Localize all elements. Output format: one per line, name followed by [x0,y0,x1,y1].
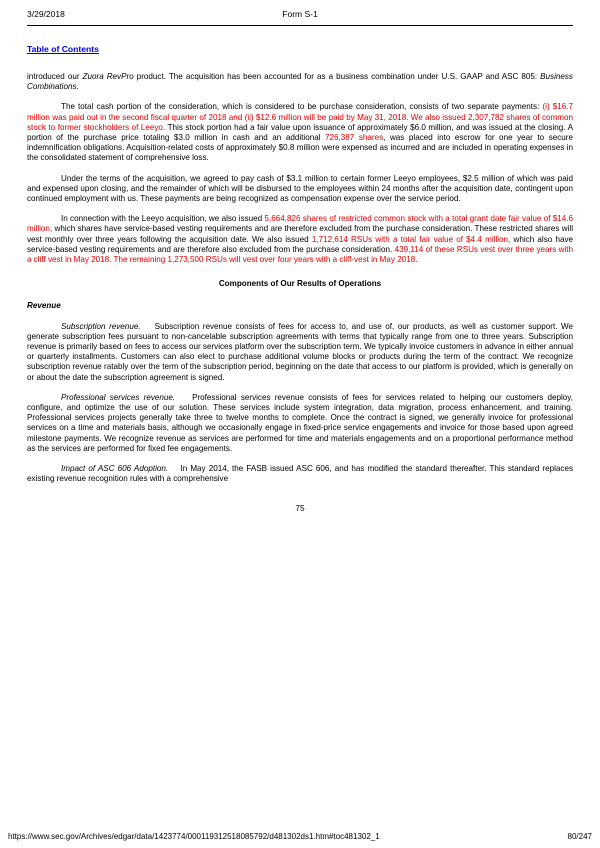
text-segment: product. The acquisition has been accounted for as a business combination under U.S. GAAP and ASC 805: [133,72,541,81]
text-segment: (i) $16.7 million was paid out in the second fiscal quarter of 2018 and (ii) $12.6 million will be paid by May 31, 2018. We also issued 2,307,782 shares of common stock to former stockholders of Leeyo. [27,102,573,132]
text-segment: 5,664,826 shares of restricted common stock with a total grant date fair value of $14.6 million, [27,214,574,234]
text-segment: . [76,82,79,92]
text-segment: In May 2014, the FASB issued ASC 606, and has modified the standard thereafter. This standard replaces existing revenue recognition rules with a comprehensive [27,464,574,484]
text-segment: This stock portion had a fair value upon issuance of approximately $6.0 million, and was issued at the closing. A portion of the purchase price totaling $3.0 million in cash and an additional [27,122,573,143]
header-date: 3/29/2018 [27,9,65,19]
document-content [27,72,573,485]
text-segment: Subscription revenue. [61,321,141,331]
print-header [0,0,600,19]
page-number: 75 [295,502,305,513]
text-segment: Impact of ASC 606 Adoption. [61,464,169,474]
text-segment: Zuora RevPro [82,72,134,81]
section-heading [27,279,573,289]
print-footer [8,832,592,841]
text-segment: which also have service-based vesting requirements and are therefore also excluded from the purchase consideration. [27,234,573,254]
section-subheading [27,301,573,311]
paragraph [27,214,573,265]
paragraph [27,102,573,163]
header-divider [27,25,573,26]
text-segment: , was placed into escrow for one year to secure indemnification obligations. Acquisition-related costs of approximately $0.8 million were expensed as incurred and are included in operating expenses in the consolidated statement of comprehensive loss. [27,133,573,163]
text-segment: The total cash portion of the consideration, which is considered to be purchase consideration, consists of two separate payments: [61,102,543,112]
text-segment: introduced our [27,72,83,81]
text-segment: Subscription revenue consists of fees for access to, and use of, our products, as well as customer support. We generate subscription fees pursuant to non-cancelable subscription agreements with terms that typically range from one to three years. Subscription revenue is primarily based on fees to access our services platform over the subscription term. We typically invoice customers in advance in either annual or quarterly installments. Customers can also elect to purchase additional volume blocks or products during the term of the contract. We recognize subscription revenue ratably over the term of the subscription period, beginning on the date that access to our platform is provided, which is generally on or about the date the subscription agreement is signed. [27,321,573,382]
table-of-contents-link[interactable]: Table of Contents [27,44,99,54]
paragraph [27,174,573,205]
text-segment: which shares have service-based vesting requirements and are therefore excluded from the purchase consideration. These restricted shares will vest monthly over three years following the acquisition date. We also issued [27,224,573,244]
text-segment: Professional services revenue. [61,392,176,402]
toc-link-row [27,39,573,57]
paragraph [27,464,573,484]
text-segment: In connection with the Leeyo acquisition, we also issued [61,214,265,224]
text-segment: Revenue [27,301,61,311]
paragraph [27,393,573,454]
header-form-title: Form S-1 [282,9,318,19]
text-segment: Business Combinations [27,72,573,92]
footer-url: https://www.sec.gov/Archives/edgar/data/1423774/000119312518085792/d481302ds1.htm#toc481302_1 [8,832,380,841]
text-segment: 439,114 of these RSUs vest over three years with a cliff vest in May 2018. The remaining 1,273,500 RSUs will vest over four years with a cliff-vest in May 2018. [27,244,574,265]
text-segment: Under the terms of the acquisition, we agreed to pay cash of $3.1 million to certain former Leeyo employees, $2.5 million of which was paid and expensed upon closing, and the remainder of which will be disbursed to the employees within 24 months after the acquisition date, contingent upon continued employment with us. These payments are being recognized as compensation expense over the service period. [27,173,573,204]
text-segment: Components of Our Results of Operations [218,279,382,289]
text-segment: 1,712,614 RSUs with a total fair value of $4.4 million, [311,234,511,244]
footer-page-indicator: 80/247 [567,832,592,841]
text-segment: Professional services revenue consists of fees for services related to helping our customers deploy, configure, and optimize the use of our solution. These services include system integration, data migration, process enhancement, and training. Professional services projects generally take three to twelve months to complete. Once the contract is signed, we generally invoice for professional services on a time and materials basis, although we occasionally engage in fixed-price service engagements and invoice for those based upon agreed milestone payments. We recognize revenue as services are performed for time and materials engagements and on a proportional performance method as the services are performed for fixed fee engagements. [27,392,573,453]
text-segment: 726,387 shares [325,133,384,143]
paragraph [27,72,573,92]
paragraph [27,322,573,383]
